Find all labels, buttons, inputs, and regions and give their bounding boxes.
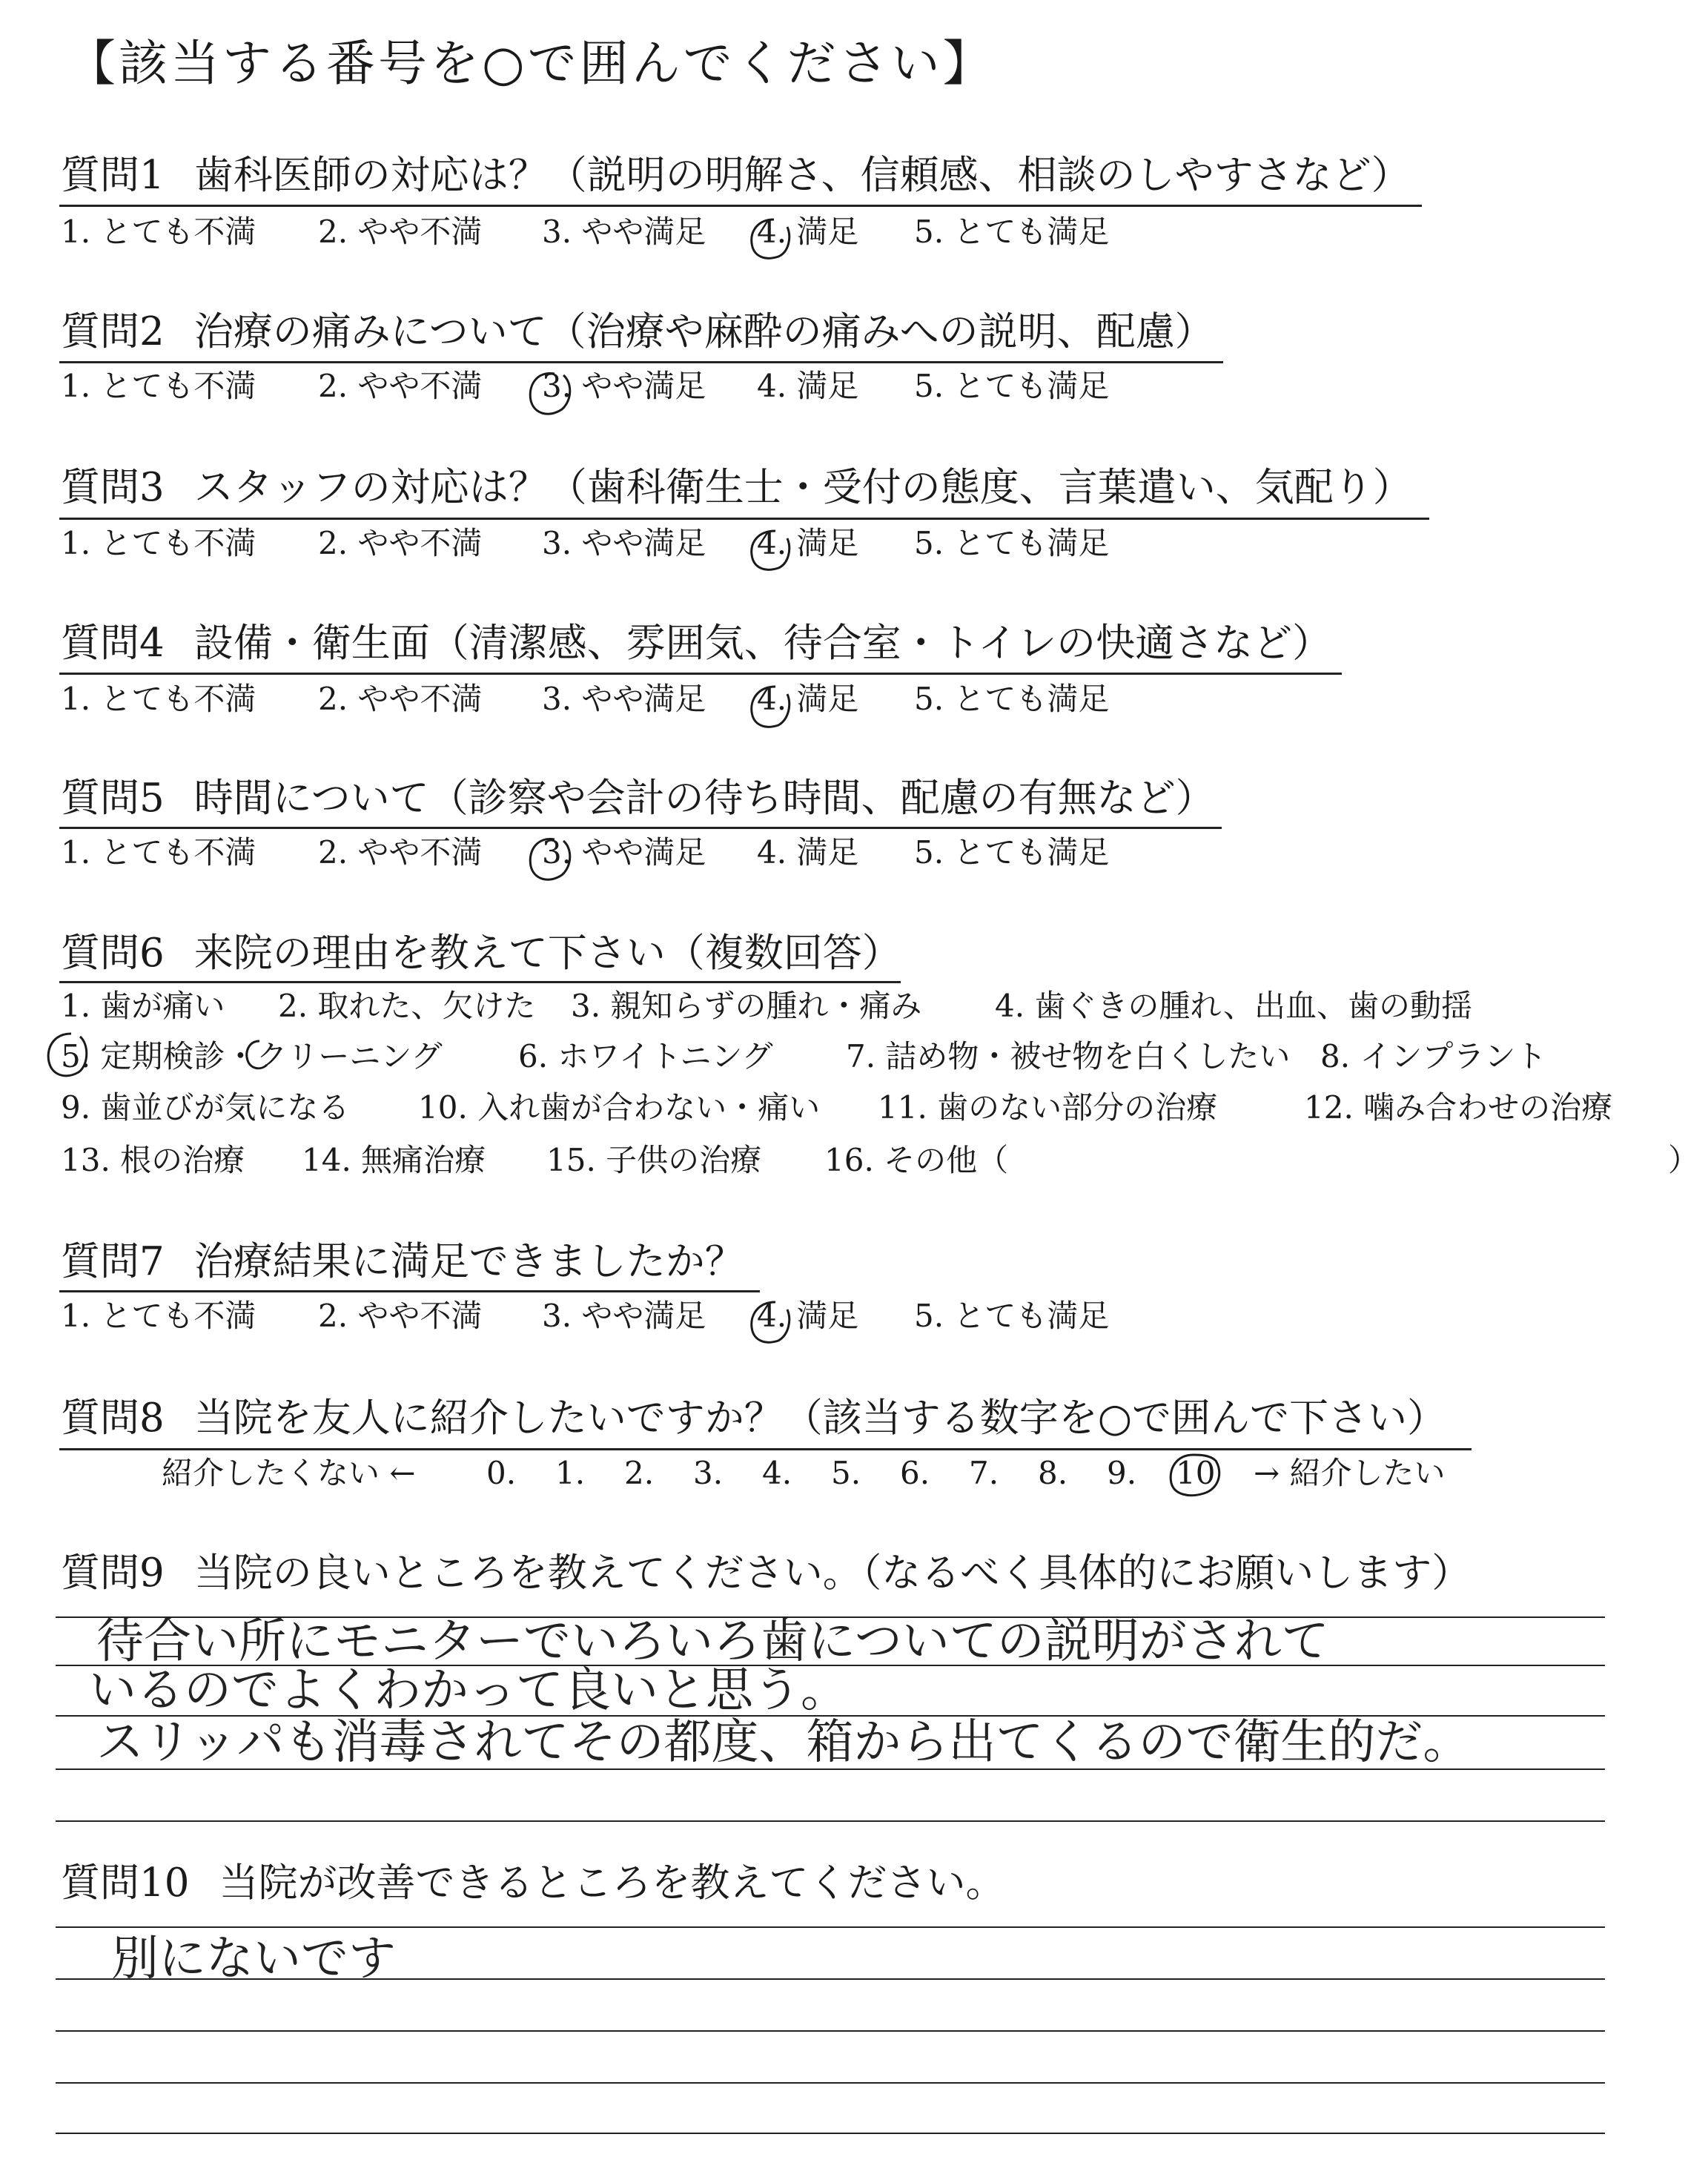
option-2[interactable]: 2. やや不満	[318, 214, 483, 250]
question-text: 来院の理由を教えて下さい（複数回答）	[193, 931, 901, 976]
option-1[interactable]: 1. とても不満	[61, 525, 256, 561]
handwritten-answer-q9-line3: スリッパも消毒されてその都度、箱から出てくるので衛生的だ。	[96, 1715, 1471, 1770]
question-text: 治療の痛みについて（治療や麻酔の痛みへの説明、配慮）	[193, 309, 1214, 354]
reason-option[interactable]: 8. インプラント	[1320, 1038, 1547, 1074]
question-text: 当院を友人に紹介したいですか？（該当する数字を○で囲んで下さい）	[193, 1396, 1446, 1441]
option-1[interactable]: 1. とても不満	[61, 681, 256, 717]
reason-option[interactable]: 11. 歯のない部分の治療	[878, 1089, 1218, 1126]
question-text: 当院が改善できるところを教えてください。	[219, 1860, 1005, 1906]
scale-value[interactable]: 2.	[624, 1455, 655, 1491]
scale-value[interactable]: 0.	[486, 1455, 517, 1491]
scale-value[interactable]: 3.	[693, 1455, 724, 1491]
circle-mark-q6-option-5-dot	[247, 1041, 267, 1069]
option-3[interactable]: 3. やや満足	[542, 681, 706, 717]
reason-option[interactable]: 9. 歯並びが気になる	[61, 1089, 350, 1126]
reason-option[interactable]: 13. 根の治療	[61, 1142, 245, 1178]
reason-option[interactable]: 12. 噛み合わせの治療	[1304, 1089, 1613, 1126]
option-4[interactable]: 4. 満足	[757, 368, 859, 404]
option-4[interactable]: 4. 満足	[757, 525, 859, 561]
option-1[interactable]: 1. とても不満	[61, 368, 256, 404]
reason-option[interactable]: 1. 歯が痛い	[61, 988, 225, 1024]
scale-left-label: 紹介したくない ←	[162, 1455, 416, 1491]
scale-value[interactable]: 8.	[1038, 1455, 1068, 1491]
option-1[interactable]: 1. とても不満	[61, 214, 256, 250]
circle-mark-q4-option-4	[752, 687, 790, 727]
question-number: 質問3	[61, 465, 165, 510]
question-number: 質問1	[61, 153, 165, 198]
option-3[interactable]: 3. やや満足	[542, 834, 706, 871]
scale-value[interactable]: 4.	[762, 1455, 792, 1491]
option-2[interactable]: 2. やや不満	[318, 1298, 483, 1334]
circle-mark-q3-option-4	[752, 531, 790, 569]
option-3[interactable]: 3. やや満足	[542, 214, 706, 250]
question-text: スタッフの対応は？（歯科衛生士・受付の態度、言葉遣い、気配り）	[193, 465, 1412, 510]
option-5[interactable]: 5. とても満足	[914, 525, 1110, 561]
handwritten-answer-q10: 別にないです	[111, 1932, 396, 1986]
option-1[interactable]: 1. とても不満	[61, 1298, 256, 1334]
question-text: 当院の良いところを教えてください。（なるべく具体的にお願いします）	[193, 1550, 1472, 1596]
circle-mark-q8-value-10	[1171, 1455, 1219, 1496]
circle-mark-q2-option-3	[530, 373, 570, 414]
option-1[interactable]: 1. とても不満	[61, 834, 256, 871]
option-2[interactable]: 2. やや不満	[318, 681, 483, 717]
question-number: 質問7	[61, 1239, 165, 1284]
question-number: 質問10	[61, 1860, 190, 1906]
option-4[interactable]: 4. 満足	[757, 834, 859, 871]
option-5[interactable]: 5. とても満足	[914, 368, 1110, 404]
option-2[interactable]: 2. やや不満	[318, 368, 483, 404]
option-2[interactable]: 2. やや不満	[318, 834, 483, 871]
scale-value[interactable]: 5.	[831, 1455, 861, 1491]
reason-option[interactable]: 4. 歯ぐきの腫れ、出血、歯の動揺	[995, 988, 1472, 1024]
reason-option[interactable]: 6. ホワイトニング	[518, 1038, 773, 1074]
scale-value[interactable]: 1.	[555, 1455, 586, 1491]
question-number: 質問6	[61, 931, 165, 976]
option-4[interactable]: 4. 満足	[757, 681, 859, 717]
reason-option-other[interactable]: 16. その他（	[824, 1142, 1009, 1178]
question-number: 質問8	[61, 1396, 165, 1441]
scale-right-label: → 紹介したい	[1254, 1455, 1446, 1491]
question-text: 時間について（診察や会計の待ち時間、配慮の有無など）	[193, 776, 1215, 821]
circle-mark-q1-option-4	[752, 219, 790, 258]
option-5[interactable]: 5. とても満足	[914, 834, 1110, 871]
reason-option[interactable]: 10. 入れ歯が合わない・痛い	[418, 1089, 821, 1126]
reason-option[interactable]: 3. 親知らずの腫れ・痛み	[571, 988, 922, 1024]
handwritten-answer-q9-line1: 待合い所にモニターでいろいろ歯についての説明がされて	[96, 1614, 1329, 1669]
question-text: 治療結果に満足できましたか？	[193, 1239, 744, 1284]
option-5[interactable]: 5. とても満足	[914, 681, 1110, 717]
other-close-paren: ）	[1668, 1142, 1700, 1178]
question-text: 歯科医師の対応は？（説明の明解さ、信頼感、相談のしやすさなど）	[193, 153, 1411, 198]
option-3[interactable]: 3. やや満足	[542, 1298, 706, 1334]
question-number: 質問2	[61, 309, 165, 354]
question-number: 質問4	[61, 621, 165, 666]
reason-option[interactable]: 7. 詰め物・被せ物を白くしたい	[846, 1038, 1291, 1074]
page-title: 【該当する番号を○で囲んでください】	[67, 35, 995, 92]
question-number: 質問5	[61, 776, 165, 821]
handwritten-answer-q9-line2: いるのでよくわかって良いと思う。	[89, 1663, 848, 1718]
question-text: 設備・衛生面（清潔感、雰囲気、待合室・トイレの快適さなど）	[193, 621, 1332, 666]
option-3[interactable]: 3. やや満足	[542, 525, 706, 561]
circle-mark-q6-option-5	[48, 1034, 87, 1076]
option-2[interactable]: 2. やや不満	[318, 525, 483, 561]
option-4[interactable]: 4. 満足	[757, 1298, 859, 1334]
reason-option[interactable]: 5. 定期検診・クリーニング	[61, 1038, 443, 1074]
reason-option[interactable]: 14. 無痛治療	[302, 1142, 486, 1178]
scale-value[interactable]: 7.	[969, 1455, 999, 1491]
circle-mark-q5-option-3	[530, 839, 570, 879]
option-4[interactable]: 4. 満足	[757, 214, 859, 250]
reason-option[interactable]: 2. 取れた、欠けた	[278, 988, 536, 1024]
option-5[interactable]: 5. とても満足	[914, 214, 1110, 250]
option-3[interactable]: 3. やや満足	[542, 368, 706, 404]
scale-value[interactable]: 6.	[900, 1455, 930, 1491]
reason-option[interactable]: 15. 子供の治療	[546, 1142, 762, 1178]
question-number: 質問9	[61, 1550, 165, 1596]
circle-mark-q7-option-4	[752, 1302, 790, 1342]
scale-value[interactable]: 10	[1176, 1455, 1216, 1491]
option-5[interactable]: 5. とても満足	[914, 1298, 1110, 1334]
scale-value[interactable]: 9.	[1107, 1455, 1137, 1491]
